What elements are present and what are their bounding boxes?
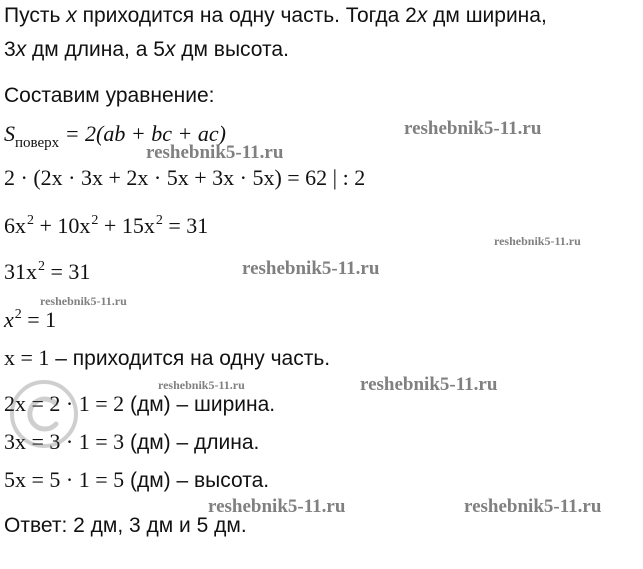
formula-rest: = 2(ab + bc + ac)	[59, 121, 226, 146]
exponent: 2	[38, 259, 45, 274]
math: 5x = 5 · 1 = 5	[4, 467, 125, 492]
height-line	[4, 466, 269, 495]
text-part: дм высота.	[175, 38, 289, 61]
variable-x: x	[66, 4, 77, 27]
text-part: дм длина, а 5	[26, 38, 165, 61]
term: 6x	[4, 213, 26, 238]
copyright-icon	[8, 378, 80, 450]
compose-equation-line: Составим уравнение:	[4, 84, 215, 107]
symbol-s: S	[4, 121, 15, 146]
term: 31x	[4, 259, 37, 284]
variable-x: x	[416, 4, 428, 27]
watermark-text: reshebnik5-11.ru	[40, 294, 127, 308]
watermark-text: reshebnik5-11.ru	[158, 378, 245, 392]
exponent: 2	[155, 213, 163, 228]
text-part: Пусть	[4, 4, 67, 27]
text-part: (дм) – высота.	[124, 469, 270, 492]
exponent: 2	[14, 307, 22, 322]
simplified-equation	[4, 212, 208, 244]
intro-line-1	[4, 2, 547, 30]
watermark-text: reshebnik5-11.ru	[494, 234, 581, 248]
intro-line-2	[4, 36, 289, 64]
watermark-text: reshebnik5-11.ru	[208, 496, 346, 517]
math: x = 1	[4, 345, 50, 370]
text-part: (дм) – ширина.	[124, 393, 276, 416]
text-part: – приходится на одну часть.	[49, 347, 331, 370]
term: + 15x	[98, 213, 155, 238]
variable-x: x	[164, 38, 176, 61]
term: = 1	[21, 307, 57, 332]
x-value-line	[4, 344, 330, 373]
text-part: приходится на одну часть. Тогда 2	[76, 4, 417, 27]
watermark-text: reshebnik5-11.ru	[360, 374, 498, 395]
exponent: 2	[91, 213, 99, 228]
variable-x: x	[15, 38, 27, 61]
text-part: (дм) – длина.	[124, 431, 260, 454]
term: = 31	[162, 213, 209, 238]
watermark-text: reshebnik5-11.ru	[464, 496, 602, 517]
math: 2x = 2 · 1 = 2	[4, 391, 125, 416]
combined-equation	[4, 258, 90, 290]
math: 3x = 3 · 1 = 3	[4, 429, 125, 454]
watermark-text: reshebnik5-11.ru	[404, 118, 542, 139]
text-part: 3	[4, 38, 16, 61]
x-squared-equation	[4, 306, 56, 338]
subscript: поверх	[15, 135, 60, 151]
text-part: дм ширина,	[427, 4, 547, 27]
term: = 31	[45, 259, 91, 284]
term: x	[4, 307, 14, 332]
term: + 10x	[34, 213, 91, 238]
watermark-text: reshebnik5-11.ru	[146, 142, 284, 163]
exponent: 2	[27, 213, 34, 228]
equation-line: 2 · (2x · 3x + 2x · 5x + 3x · 5x) = 62 | : 2	[4, 165, 366, 190]
answer-line: Ответ: 2 дм, 3 дм и 5 дм.	[4, 514, 247, 537]
watermark-text: reshebnik5-11.ru	[242, 258, 380, 279]
